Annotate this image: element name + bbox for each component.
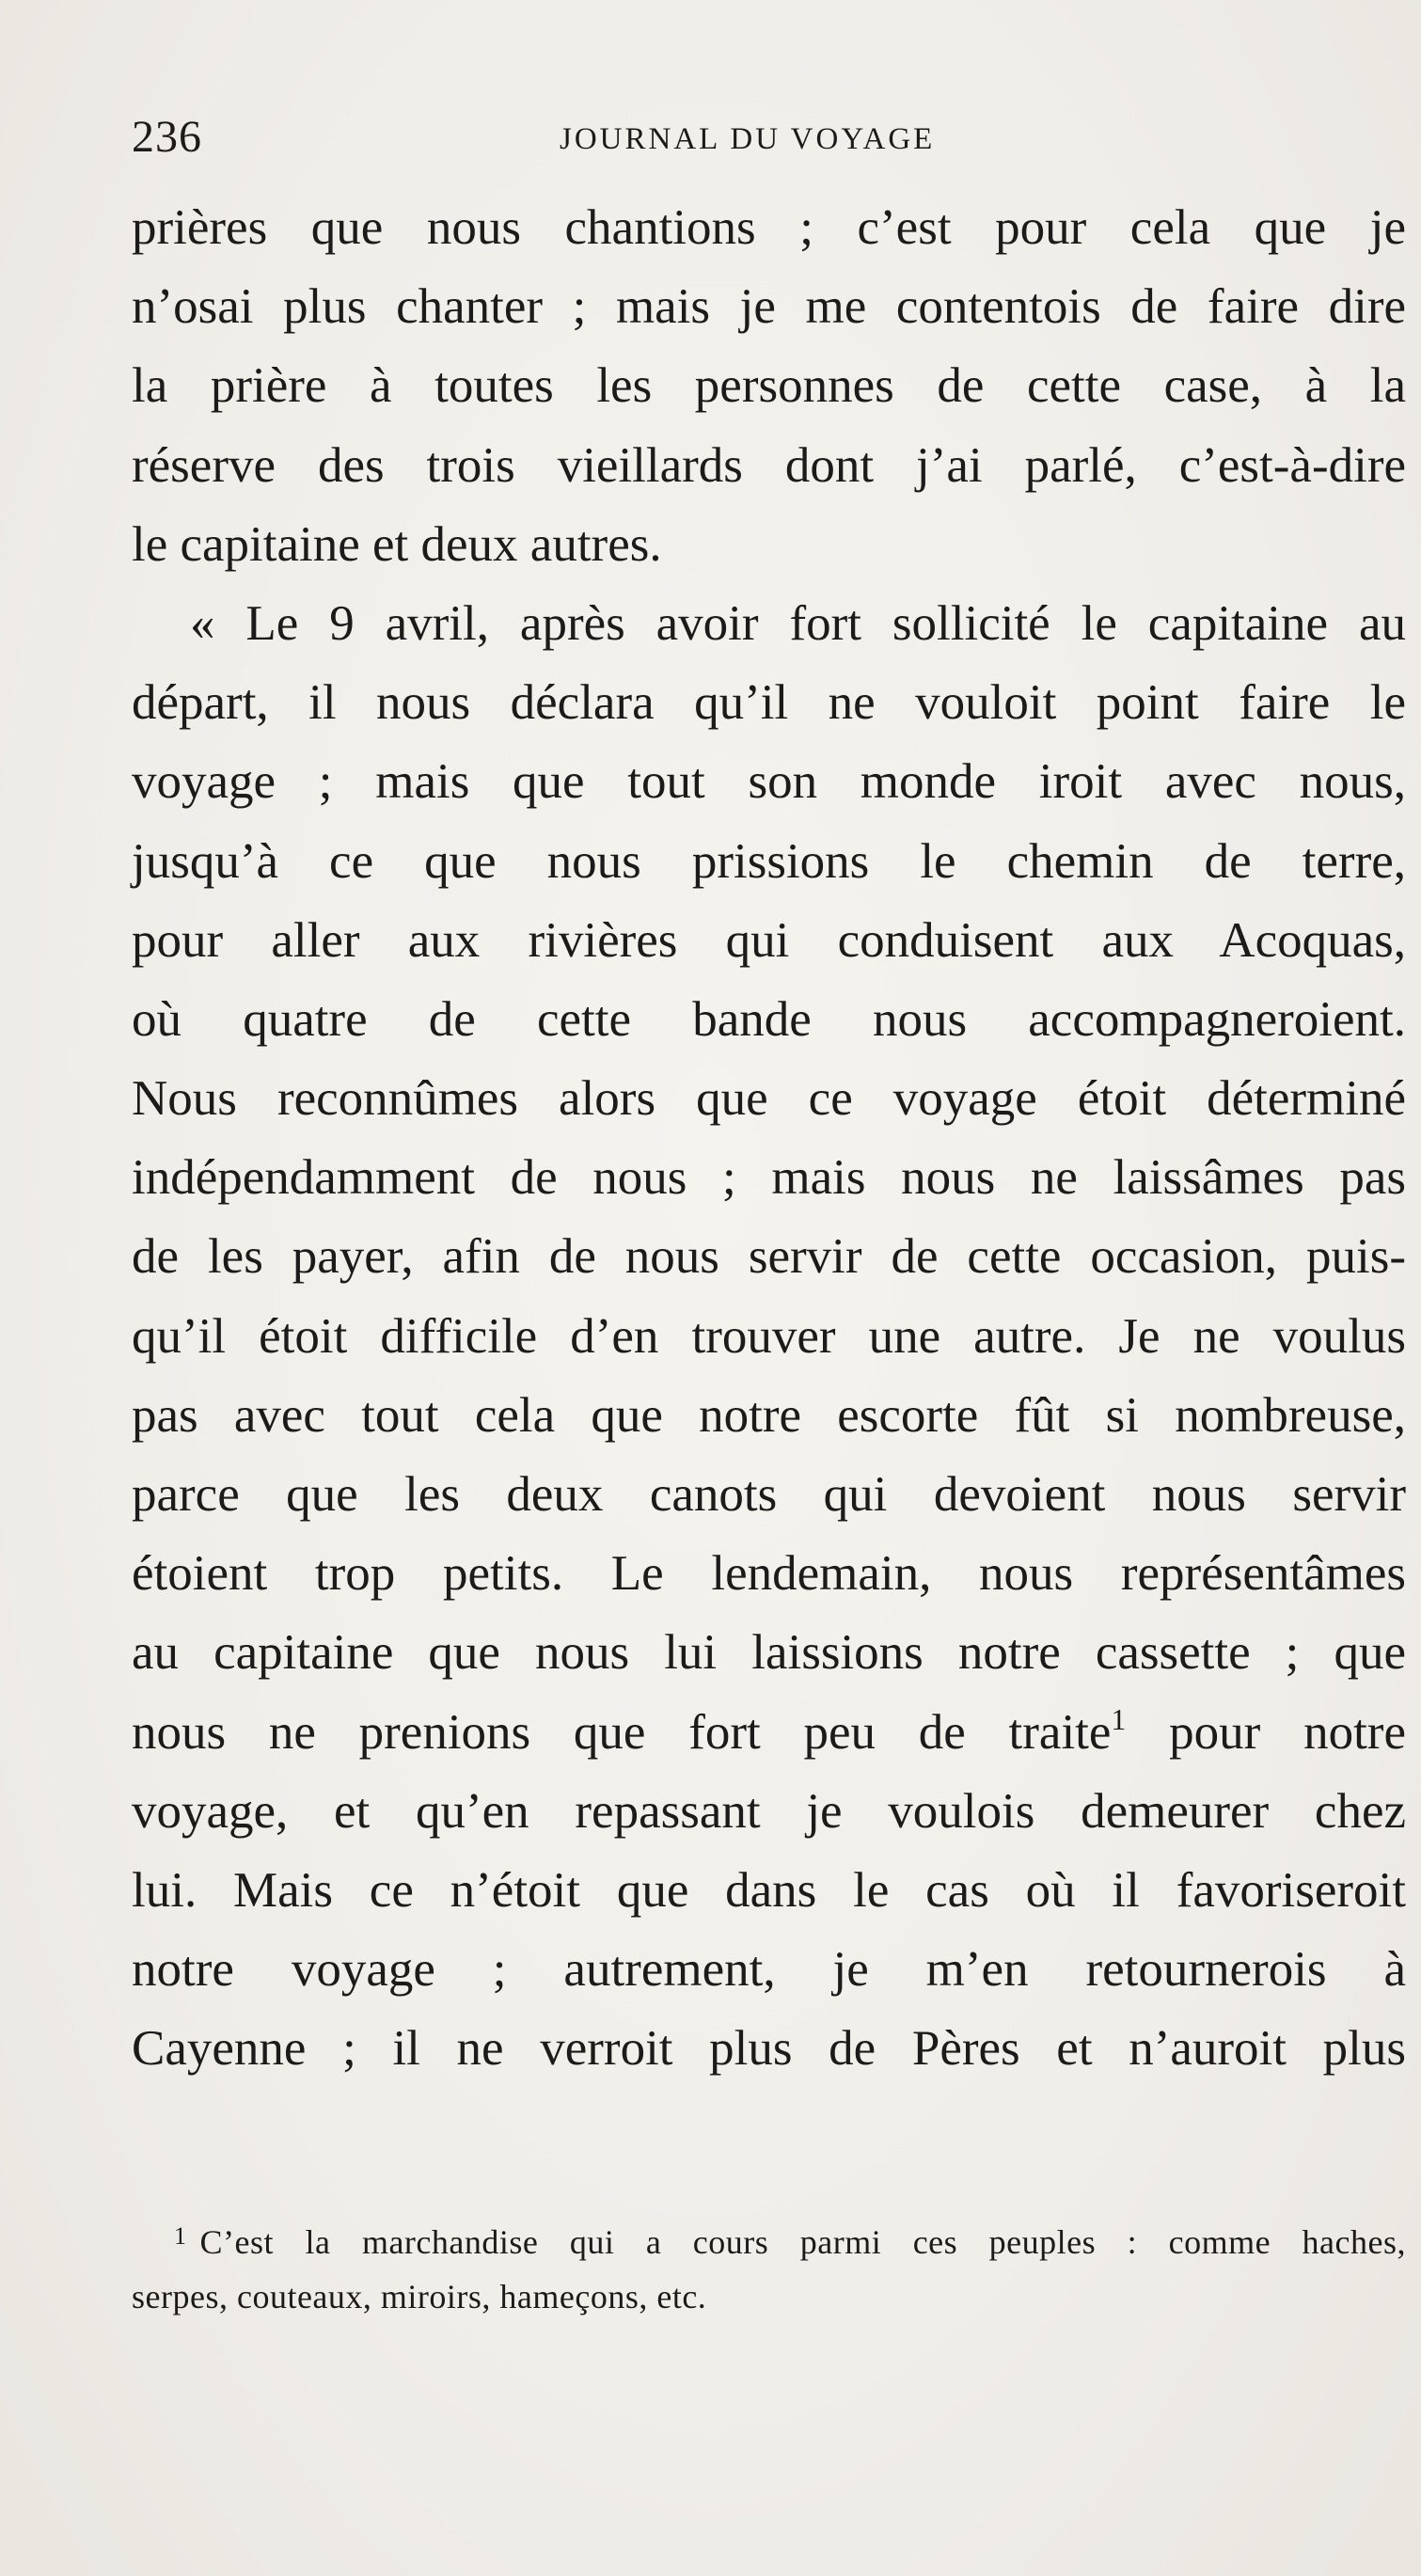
text-line-part: pour notre: [1126, 1704, 1406, 1760]
text-line: jusqu’à ce que nous prissions le chemin de terre,: [132, 833, 1406, 889]
text-line: au capitaine que nous lui laissions notre cassette ; que: [132, 1625, 1406, 1681]
text-line: lui. Mais ce n’étoit que dans le cas où il favoriseroit: [132, 1862, 1406, 1918]
text-line: parce que les deux canots qui devoient nous servir: [132, 1467, 1406, 1522]
text-line: notre voyage ; autrement, je m’en retournerois à: [132, 1942, 1406, 1998]
text-line: « Le 9 avril, après avoir fort sollicité le capitaine au: [190, 595, 1406, 651]
footnote-reference: 1: [1111, 1701, 1127, 1736]
text-line-with-footnote-ref: [132, 1693, 1406, 1772]
text-line: voyage ; mais que tout son monde iroit avec nous,: [132, 754, 1406, 810]
text-line: réserve des trois vieillards dont j’ai parlé, c’est-à-dire: [132, 437, 1406, 493]
text-line: étoient trop petits. Le lendemain, nous représentâmes: [132, 1546, 1406, 1602]
footnote: [132, 2215, 1406, 2324]
text-line: prières que nous chantions ; c’est pour cela que je: [132, 200, 1406, 255]
footnote-text: C’est la marchandise qui a cours parmi ces peuples : comme haches,: [199, 2223, 1406, 2261]
text-line-part: nous ne prenions que fort peu de traite: [132, 1704, 1112, 1760]
text-line: où quatre de cette bande nous accompagneroient.: [132, 991, 1406, 1047]
text-line: n’osai plus chanter ; mais je me contentois de faire dire: [132, 279, 1406, 335]
text-line: de les payer, afin de nous servir de cette occasion, puis-: [132, 1229, 1406, 1285]
footnote-marker: 1: [174, 2222, 187, 2250]
running-title: JOURNAL DU VOYAGE: [560, 122, 936, 156]
footnote-line: serpes, couteaux, miroirs, hameçons, etc.: [132, 2278, 707, 2315]
page-number: 236: [132, 112, 202, 162]
footnote-line: [132, 2215, 1406, 2269]
page-header: [132, 111, 1406, 167]
text-line: indépendamment de nous ; mais nous ne laissâmes pas: [132, 1150, 1406, 1206]
text-line: voyage, et qu’en repassant je voulois demeurer chez: [132, 1783, 1406, 1839]
text-line: départ, il nous déclara qu’il ne vouloit point faire le: [132, 675, 1406, 731]
text-line: Cayenne ; il ne verroit plus de Pères et n’auroit plus: [132, 2021, 1406, 2077]
text-line: pour aller aux rivières qui conduisent aux Acoquas,: [132, 912, 1406, 968]
text-line: le capitaine et deux autres.: [132, 516, 662, 572]
text-line: la prière à toutes les personnes de cette case, à la: [132, 358, 1406, 414]
body-text: [132, 188, 1406, 2089]
text-line: qu’il étoit difficile d’en trouver une autre. Je ne voulus: [132, 1308, 1406, 1364]
text-line: pas avec tout cela que notre escorte fût si nombreuse,: [132, 1387, 1406, 1443]
text-line: Nous reconnûmes alors que ce voyage étoit déterminé: [132, 1071, 1406, 1127]
